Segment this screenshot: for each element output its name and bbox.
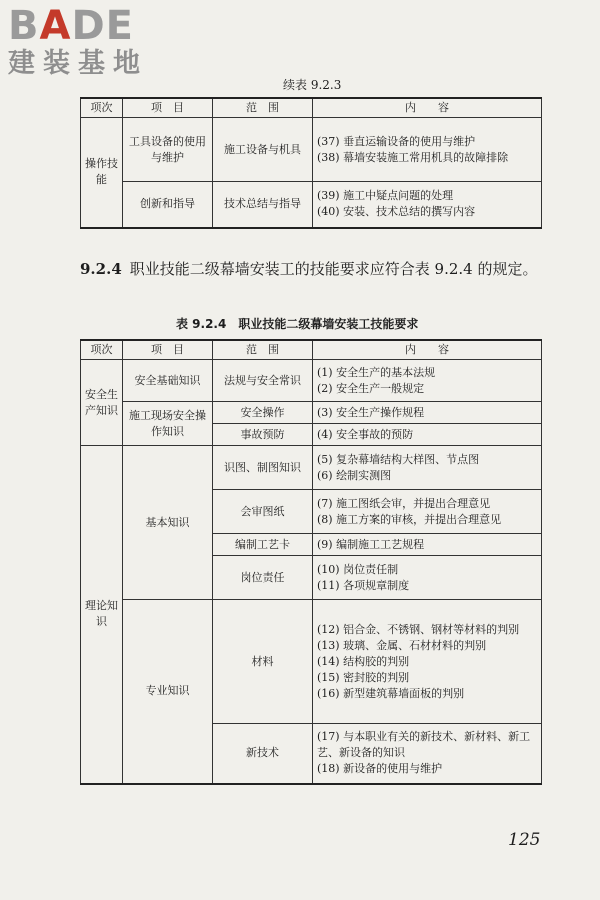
header-item: 项 目 (123, 340, 213, 360)
scope-cell: 安全操作 (213, 402, 313, 424)
category-cell: 理论知识 (81, 446, 123, 784)
item-cell: 创新和指导 (123, 182, 213, 228)
logo-subtitle: 建装基地 (8, 48, 148, 79)
scope-cell: 新技术 (213, 724, 313, 784)
table-9-2-3-continued (80, 97, 542, 229)
content-cell: (39) 施工中疑点问题的处理 (40) 安装、技术总结的撰写内容 (313, 182, 542, 228)
content-cell: (17) 与本职业有关的新技术、新材料、新工艺、新设备的知识 (18) 新设备的使用与维护 (313, 724, 542, 784)
table-9-2-4 (80, 339, 542, 785)
content-cell: (10) 岗位责任制 (11) 各项规章制度 (313, 556, 542, 600)
content-cell: (37) 垂直运输设备的使用与维护 (38) 幕墙安装施工常用机具的故障排除 (313, 118, 542, 182)
content-cell: (5) 复杂幕墙结构大样图、节点图 (6) 绘制实测图 (313, 446, 542, 490)
category-cell: 操作技能 (81, 118, 123, 228)
content-cell: (3) 安全生产操作规程 (313, 402, 542, 424)
scope-cell: 法规与安全常识 (213, 360, 313, 402)
item-cell: 安全基础知识 (123, 360, 213, 402)
page-number: 125 (508, 830, 541, 850)
content-cell: (4) 安全事故的预防 (313, 424, 542, 446)
item-cell: 施工现场安全操作知识 (123, 402, 213, 446)
table2-caption: 表 9.2.4 职业技能二级幕墙安装工技能要求 (176, 317, 419, 331)
header-content: 内 容 (313, 340, 542, 360)
content-cell: (7) 施工图纸会审，并提出合理意见 (8) 施工方案的审核，并提出合理意见 (313, 490, 542, 534)
content-cell: (1) 安全生产的基本法规 (2) 安全生产一般规定 (313, 360, 542, 402)
header-item-no: 项次 (81, 340, 123, 360)
scope-cell: 材料 (213, 600, 313, 724)
scope-cell: 事故预防 (213, 424, 313, 446)
content-cell: (9) 编制施工工艺规程 (313, 534, 542, 556)
scope-cell: 岗位责任 (213, 556, 313, 600)
header-item-no: 项次 (81, 98, 123, 118)
bade-logo (8, 4, 178, 80)
content-cell: (12) 铝合金、不锈钢、钢材等材料的判别 (13) 玻璃、金属、石材材料的判别 (14) 结构胶的判别 (15) 密封胶的判别 (16) 新型建筑幕墙面板的判别 (313, 600, 542, 724)
header-scope: 范 围 (213, 340, 313, 360)
scope-cell: 识图、制图知识 (213, 446, 313, 490)
clause-9-2-4: 9.2.4 职业技能二级幕墙安装工的技能要求应符合表 9.2.4 的规定。 (80, 260, 538, 278)
scope-cell: 技术总结与指导 (213, 182, 313, 228)
header-content: 内 容 (313, 98, 542, 118)
scope-cell: 施工设备与机具 (213, 118, 313, 182)
item-cell: 专业知识 (123, 600, 213, 784)
item-cell: 工具设备的使用与维护 (123, 118, 213, 182)
scope-cell: 编制工艺卡 (213, 534, 313, 556)
header-item: 项 目 (123, 98, 213, 118)
logo-wordmark: BADE (8, 3, 134, 49)
scope-cell: 会审图纸 (213, 490, 313, 534)
category-cell: 安全生产知识 (81, 360, 123, 446)
table1-caption: 续表 9.2.3 (283, 78, 342, 92)
item-cell: 基本知识 (123, 446, 213, 600)
header-scope: 范 围 (213, 98, 313, 118)
